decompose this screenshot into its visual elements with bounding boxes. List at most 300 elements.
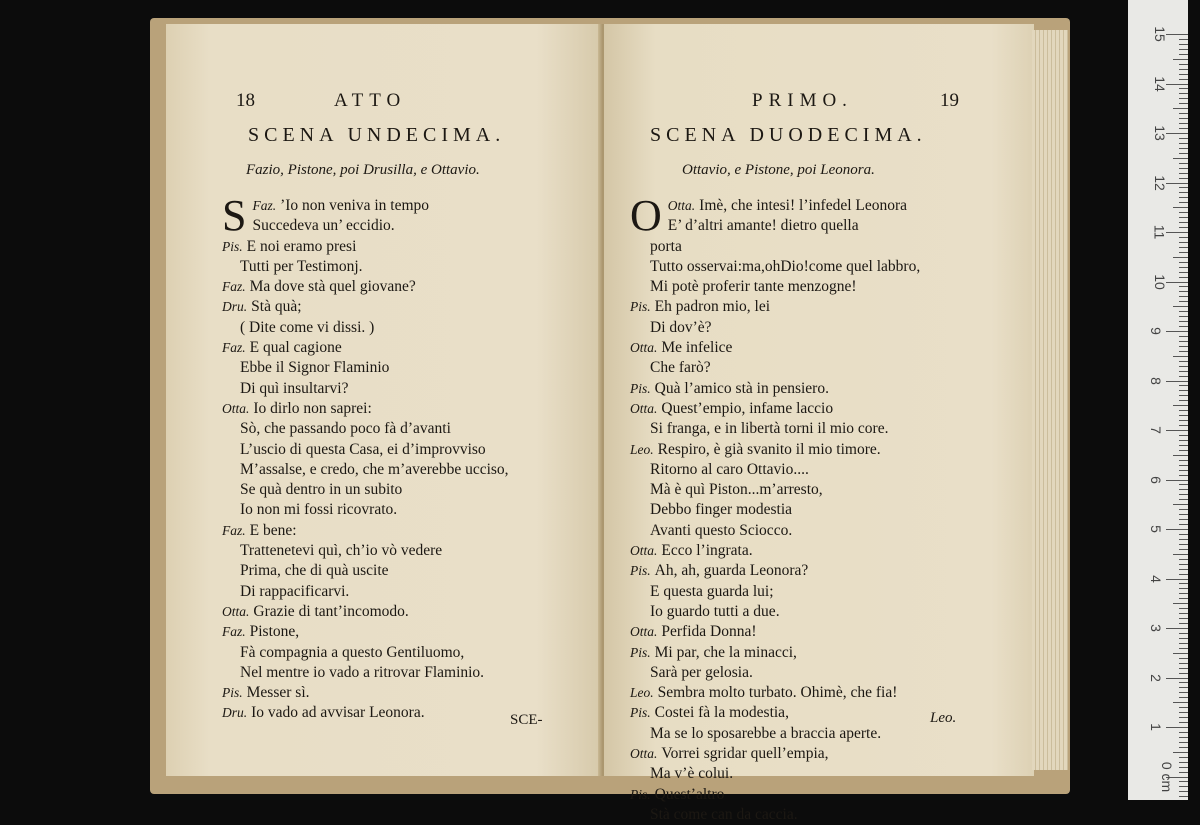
ruler-tick <box>1173 306 1188 307</box>
line-text: ’Io non veniva in tempo <box>280 197 430 214</box>
dialogue-line <box>222 440 509 460</box>
line-text: Perfida Donna! <box>661 623 757 641</box>
ruler-tick <box>1179 544 1188 545</box>
line-text: Vorrei sgridar quell’empia, <box>661 745 829 763</box>
ruler-tick <box>1179 796 1188 797</box>
ruler-tick <box>1179 187 1188 188</box>
ruler-tick <box>1166 282 1188 283</box>
line-text: Respiro, è già svanito il mio timore. <box>657 440 881 458</box>
running-head: ATTO <box>334 90 407 111</box>
ruler-tick <box>1179 400 1188 401</box>
ruler-tick <box>1179 138 1188 139</box>
speaker-label: Leo. <box>630 441 654 457</box>
dialogue-line <box>630 703 920 723</box>
line-text: Io vado ad avvisar Leonora. <box>251 704 425 722</box>
ruler-tick <box>1179 153 1188 154</box>
ruler-label: 8 <box>1147 376 1164 385</box>
ruler-tick <box>1179 559 1188 560</box>
ruler-tick <box>1179 262 1188 263</box>
line-text: Imè, che intesi! l’infedel Leonora <box>699 197 908 214</box>
dialogue-line <box>630 622 920 642</box>
line-text: Trattenetevi quì, ch’io vò vedere <box>240 542 443 560</box>
dialogue-line <box>222 541 509 561</box>
ruler-label: 2 <box>1147 673 1164 682</box>
speaker-label: Faz. <box>222 624 246 640</box>
line-text: E qual cagione <box>249 339 342 357</box>
dialogue-line <box>222 663 509 683</box>
line-text: Ah, ah, guarda Leonora? <box>654 562 809 580</box>
ruler-tick <box>1179 79 1188 80</box>
ruler-tick <box>1179 49 1188 50</box>
ruler-tick <box>1179 98 1188 99</box>
ruler-tick <box>1179 658 1188 659</box>
ruler-tick <box>1179 390 1188 391</box>
ruler-tick <box>1166 678 1188 679</box>
ruler-tick <box>1179 484 1188 485</box>
ruler-tick <box>1179 643 1188 644</box>
dialogue-line <box>630 358 920 378</box>
ruler-label: 7 <box>1147 426 1164 434</box>
ruler-tick <box>1179 252 1188 253</box>
ruler-tick <box>1179 54 1188 55</box>
catchword: Leo. <box>930 710 957 726</box>
ruler-tick <box>1179 321 1188 322</box>
dialogue-line <box>222 622 509 642</box>
ruler-tick <box>1179 663 1188 664</box>
speaker-label: Dru. <box>222 299 248 315</box>
cast-list: Ottavio, e Pistone, poi Leonora. <box>682 162 875 178</box>
ruler-tick <box>1179 272 1188 273</box>
line-text: L’uscio di questa Casa, ei d’improvviso <box>240 440 486 458</box>
ruler-label: 1 <box>1147 723 1164 731</box>
line-text: Mà è quì Piston...m’arresto, <box>650 481 823 499</box>
ruler-tick <box>1173 504 1188 505</box>
speaker-label: Otta. <box>222 603 250 619</box>
ruler-tick <box>1179 296 1188 297</box>
ruler-tick <box>1179 791 1188 792</box>
dialogue-lines <box>630 191 921 825</box>
line-text: M’assalse, e credo, che m’averebbe ucciso, <box>240 460 509 478</box>
ruler-tick <box>1179 311 1188 312</box>
dialogue-line <box>222 643 509 663</box>
ruler-tick <box>1173 455 1188 456</box>
dialogue-line <box>630 602 920 622</box>
ruler-tick <box>1179 717 1188 718</box>
line-text: Prima, che di quà uscite <box>240 562 389 580</box>
ruler-tick <box>1179 123 1188 124</box>
ruler-tick <box>1173 702 1188 703</box>
line-text: E noi eramo presi <box>246 237 357 255</box>
speaker-label: Pis. <box>630 786 651 802</box>
ruler-tick <box>1179 509 1188 510</box>
dialogue-line <box>222 582 509 602</box>
line-text: Stà come can da caccia. <box>650 805 798 823</box>
scene-title: SCENA UNDECIMA. <box>248 124 506 146</box>
speaker-label: Faz. <box>252 198 277 213</box>
line-text: Sembra molto turbato. Ohimè, che fia! <box>657 684 898 702</box>
ruler-label: 5 <box>1147 525 1164 533</box>
dialogue-line <box>630 724 920 744</box>
drop-cap: S <box>222 191 247 240</box>
speaker-label: Otta. <box>630 400 658 416</box>
ruler-tick <box>1179 564 1188 565</box>
ruler-tick <box>1179 361 1188 362</box>
ruler-tick <box>1179 212 1188 213</box>
ruler-tick <box>1179 113 1188 114</box>
speaker-label: Otta. <box>222 400 250 416</box>
line-text: Tutti per Testimonj. <box>240 257 363 275</box>
line-text: Pistone, <box>249 623 300 641</box>
speaker-label: Otta. <box>630 543 658 559</box>
ruler-tick <box>1179 435 1188 436</box>
ruler-tick <box>1179 336 1188 337</box>
ruler-tick <box>1179 376 1188 377</box>
line-text: Me infelice <box>661 339 733 357</box>
dialogue-line <box>222 297 509 317</box>
ruler-tick <box>1179 692 1188 693</box>
ruler-tick <box>1179 574 1188 575</box>
ruler-tick <box>1179 93 1188 94</box>
page-edges <box>1032 30 1068 770</box>
line-text: Mi potè proferir tante menzogne! <box>650 278 857 296</box>
ruler-tick <box>1179 569 1188 570</box>
ruler-tick <box>1179 301 1188 302</box>
speaker-label: Pis. <box>630 563 651 579</box>
speaker-label: Faz. <box>222 340 246 356</box>
ruler-tick <box>1166 529 1188 530</box>
ruler-tick <box>1179 494 1188 495</box>
ruler-tick <box>1179 277 1188 278</box>
dialogue-line <box>630 419 920 439</box>
line-text: Ebbe il Signor Flaminio <box>240 359 390 377</box>
ruler-tick <box>1179 475 1188 476</box>
line-text: Se quà dentro in un subito <box>240 481 403 499</box>
line-text: Eh padron mio, lei <box>654 298 771 316</box>
ruler-label: 9 <box>1147 327 1164 335</box>
dialogue-line <box>222 521 509 541</box>
ruler-tick <box>1179 737 1188 738</box>
dialogue-line <box>630 318 920 338</box>
dialogue-line <box>630 561 920 581</box>
ruler-tick <box>1179 366 1188 367</box>
ruler-tick <box>1166 628 1188 629</box>
ruler-tick <box>1173 653 1188 654</box>
ruler-tick <box>1173 207 1188 208</box>
ruler-tick <box>1179 514 1188 515</box>
ruler-label: 13 <box>1151 125 1168 141</box>
dialogue-line <box>630 764 920 784</box>
dialogue-line <box>222 277 509 297</box>
ruler-tick <box>1179 371 1188 372</box>
ruler-tick <box>1179 519 1188 520</box>
dialogue-line <box>630 277 920 297</box>
ruler-tick <box>1179 772 1188 773</box>
dialogue-line <box>630 379 920 399</box>
ruler-tick <box>1166 579 1188 580</box>
ruler-tick <box>1179 613 1188 614</box>
ruler-tick <box>1179 351 1188 352</box>
speaker-label: Faz. <box>222 522 246 538</box>
dialogue-line <box>222 257 509 277</box>
ruler-tick <box>1179 588 1188 589</box>
dialogue-line <box>630 663 920 683</box>
line-text: Quest’altro <box>654 785 725 803</box>
ruler-tick <box>1166 381 1188 382</box>
line-text: Costei fà la modestia, <box>654 704 789 722</box>
ruler-tick <box>1166 727 1188 728</box>
ruler-tick <box>1173 257 1188 258</box>
ruler-tick <box>1179 316 1188 317</box>
speaker-label: Pis. <box>630 299 651 315</box>
line-text: Di quì insultarvi? <box>240 379 349 397</box>
ruler-tick <box>1179 608 1188 609</box>
line-text: E questa guarda lui; <box>650 582 774 600</box>
ruler-tick <box>1179 410 1188 411</box>
line-text: Di dov’è? <box>650 318 712 336</box>
ruler-tick <box>1179 747 1188 748</box>
ruler-tick <box>1179 687 1188 688</box>
line-text: Stà quà; <box>251 298 302 316</box>
ruler-tick <box>1179 420 1188 421</box>
ruler-tick <box>1179 143 1188 144</box>
dialogue-line <box>630 785 920 805</box>
dialogue-line <box>222 703 509 723</box>
dialogue-line <box>630 744 920 764</box>
ruler-tick <box>1179 638 1188 639</box>
line-text: Quà l’amico stà in pensiero. <box>654 379 829 397</box>
dialogue-line <box>222 358 509 378</box>
line-text: Io guardo tutti a due. <box>650 602 780 620</box>
ruler-tick <box>1179 786 1188 787</box>
speaker-label: Pis. <box>222 238 243 254</box>
ruler-tick <box>1173 603 1188 604</box>
line-text: ( Dite come vi dissi. ) <box>240 318 375 336</box>
ruler-tick <box>1179 757 1188 758</box>
ruler-label: 6 <box>1147 475 1164 484</box>
speaker-label: Otta. <box>630 624 658 640</box>
dialogue-line <box>222 683 509 703</box>
scene-title: SCENA DUODECIMA. <box>650 124 927 146</box>
ruler-tick <box>1166 480 1188 481</box>
ruler-tick <box>1179 470 1188 471</box>
dialogue-line <box>222 500 509 520</box>
drop-cap: O <box>630 191 662 240</box>
ruler-tick <box>1179 148 1188 149</box>
line-text: Avanti questo Sciocco. <box>650 521 793 539</box>
ruler-tick <box>1179 648 1188 649</box>
ruler-tick <box>1179 192 1188 193</box>
ruler-tick <box>1179 103 1188 104</box>
ruler-tick <box>1179 395 1188 396</box>
ruler-tick <box>1179 445 1188 446</box>
dialogue-line <box>630 643 920 663</box>
line-text: Tutto osservai:ma,ohDio!come quel labbro, <box>650 257 921 275</box>
ruler-tick <box>1179 742 1188 743</box>
speaker-label: Faz. <box>222 279 246 295</box>
dialogue-line <box>222 561 509 581</box>
cast-list: Fazio, Pistone, poi Drusilla, e Ottavio. <box>246 162 480 178</box>
ruler-label: 0 cm <box>1159 761 1176 792</box>
line-text: Ma v’è colui. <box>650 765 734 783</box>
ruler-label: 15 <box>1151 26 1168 42</box>
line-text: Grazie di tant’incomodo. <box>253 602 409 620</box>
ruler-tick <box>1179 499 1188 500</box>
ruler-tick <box>1179 781 1188 782</box>
line-text: E’ d’altri amante! dietro quella <box>667 217 859 235</box>
ruler-tick <box>1179 668 1188 669</box>
dialogue-line <box>630 460 920 480</box>
ruler-tick <box>1179 222 1188 223</box>
line-text: E bene: <box>249 521 297 539</box>
ruler-tick <box>1179 534 1188 535</box>
dialogue-line <box>630 216 920 236</box>
line-text: Io dirlo non saprei: <box>253 399 372 417</box>
speaker-label: Pis. <box>222 685 243 701</box>
ruler-tick <box>1179 217 1188 218</box>
speaker-label: Pis. <box>630 644 651 660</box>
ruler-tick <box>1179 712 1188 713</box>
line-text: Ecco l’ingrata. <box>661 542 753 560</box>
ruler-tick <box>1173 752 1188 753</box>
line-text: Sò, che passando poco fà d’avanti <box>240 420 451 438</box>
line-text: Messer sì. <box>246 684 310 702</box>
ruler-label: 4 <box>1147 574 1164 583</box>
ruler-tick <box>1179 385 1188 386</box>
ruler-tick <box>1179 44 1188 45</box>
ruler-label: 14 <box>1151 75 1168 92</box>
ruler-tick <box>1179 539 1188 540</box>
speaker-label: Otta. <box>630 746 658 762</box>
ruler-tick <box>1179 74 1188 75</box>
dialogue-line <box>630 297 920 317</box>
ruler-tick <box>1166 183 1188 184</box>
ruler-tick <box>1173 405 1188 406</box>
ruler-tick <box>1179 524 1188 525</box>
speaker-label: Otta. <box>630 340 658 356</box>
page-number: 18 <box>236 90 255 111</box>
left-page <box>166 24 602 776</box>
ruler-tick <box>1179 64 1188 65</box>
line-text: Io non mi fossi ricovrato. <box>240 501 398 519</box>
page-number: 19 <box>940 90 959 111</box>
running-head: PRIMO. <box>752 90 853 111</box>
ruler-tick <box>1179 197 1188 198</box>
ruler-label: 11 <box>1151 224 1168 240</box>
line-text: Succedeva un’ eccidio. <box>252 217 395 235</box>
ruler-tick <box>1166 331 1188 332</box>
dialogue-line <box>222 216 509 236</box>
ruler-tick <box>1179 163 1188 164</box>
line-text: Sarà per gelosia. <box>650 663 753 681</box>
dialogue-line <box>630 521 920 541</box>
line-text: Che farò? <box>650 359 711 377</box>
ruler-tick <box>1179 237 1188 238</box>
ruler-tick <box>1179 202 1188 203</box>
ruler-tick <box>1179 623 1188 624</box>
dialogue-line <box>630 582 920 602</box>
dialogue-line <box>630 440 920 460</box>
dialogue-line <box>222 318 509 338</box>
dialogue-line <box>222 379 509 399</box>
ruler-tick <box>1179 39 1188 40</box>
ruler-tick <box>1179 593 1188 594</box>
line-text: porta <box>650 237 682 255</box>
line-text: Si franga, e in libertà torni il mio core. <box>650 420 889 438</box>
ruler-tick <box>1179 598 1188 599</box>
ruler-tick <box>1166 133 1188 134</box>
line-text: Debbo finger modestia <box>650 501 793 519</box>
measuring-ruler <box>1128 0 1188 800</box>
dialogue-line <box>630 480 920 500</box>
line-text: Ritorno al caro Ottavio.... <box>650 460 809 478</box>
ruler-tick <box>1166 232 1188 233</box>
ruler-tick <box>1166 84 1188 85</box>
speaker-label: Pis. <box>630 705 651 721</box>
ruler-tick <box>1179 291 1188 292</box>
ruler-tick <box>1179 549 1188 550</box>
ruler-tick <box>1179 69 1188 70</box>
ruler-tick <box>1179 247 1188 248</box>
ruler-tick <box>1173 356 1188 357</box>
dialogue-line <box>630 541 920 561</box>
ruler-tick <box>1179 673 1188 674</box>
ruler-tick <box>1179 697 1188 698</box>
ruler-tick <box>1179 128 1188 129</box>
ruler-tick <box>1179 286 1188 287</box>
dialogue-line <box>222 460 509 480</box>
line-text: Ma dove stà quel giovane? <box>249 278 416 296</box>
ruler-tick <box>1179 267 1188 268</box>
ruler-tick <box>1166 430 1188 431</box>
ruler-tick <box>1179 346 1188 347</box>
catchword: SCE- <box>510 712 543 728</box>
ruler-tick <box>1179 618 1188 619</box>
dialogue-line <box>630 500 920 520</box>
ruler-tick <box>1179 583 1188 584</box>
ruler-tick <box>1179 722 1188 723</box>
dialogue-line <box>222 419 509 439</box>
ruler-tick <box>1179 450 1188 451</box>
ruler-tick <box>1179 341 1188 342</box>
dialogue-lines <box>222 191 509 724</box>
speaker-label: Dru. <box>222 705 248 721</box>
ruler-tick <box>1179 767 1188 768</box>
ruler-label: 3 <box>1147 624 1164 632</box>
line-text: Ma se lo sposarebbe a braccia aperte. <box>650 724 882 742</box>
right-page <box>604 24 1034 823</box>
line-text: Di rappacificarvi. <box>240 582 350 600</box>
ruler-tick <box>1179 682 1188 683</box>
dialogue-line <box>222 237 509 257</box>
dialogue-line <box>630 805 920 825</box>
ruler-tick <box>1173 158 1188 159</box>
ruler-tick <box>1173 59 1188 60</box>
ruler-tick <box>1179 489 1188 490</box>
ruler-tick <box>1179 732 1188 733</box>
ruler-tick <box>1179 227 1188 228</box>
ruler-tick <box>1179 242 1188 243</box>
dialogue-line <box>222 338 509 358</box>
ruler-tick <box>1179 178 1188 179</box>
dialogue-line <box>630 683 920 703</box>
ruler-label: 12 <box>1151 174 1168 191</box>
speaker-label: Pis. <box>630 380 651 396</box>
dialogue-line <box>630 237 920 257</box>
ruler-tick <box>1179 465 1188 466</box>
ruler-tick <box>1179 762 1188 763</box>
ruler-tick <box>1179 118 1188 119</box>
ruler-tick <box>1179 425 1188 426</box>
